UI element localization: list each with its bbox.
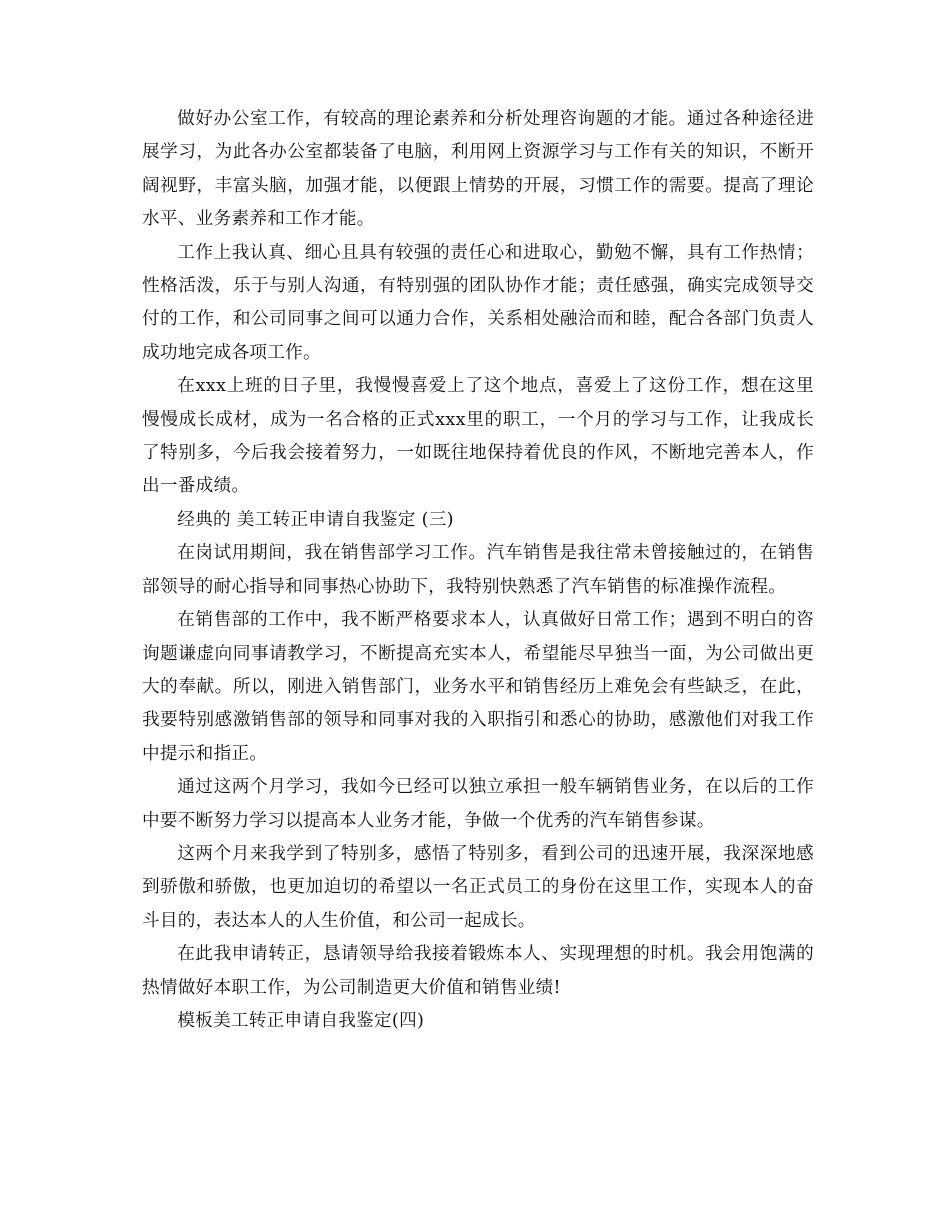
document-page xyxy=(142,103,814,1038)
paragraph-office-work: 做好办公室工作，有较高的理论素养和分析处理咨询题的才能。通过各种途径进展学习，为此各办公室都装备了电脑，利用网上资源学习与工作有关的知识，不断开阔视野，丰富头脑，加强才能，以便跟上情势的开展，习惯工作的需要。提高了理论水平、业务素养和工作才能。 xyxy=(142,109,814,230)
section-heading-four: 模板美工转正申请自我鉴定(四) xyxy=(177,1010,425,1031)
paragraph-trial-period: 在岗试用期间，我在销售部学习工作。汽车销售是我往常未曾接触过的，在销售部领导的耐心指导和同事热心协助下，我特别快熟悉了汽车销售的标准操作流程。 xyxy=(142,543,814,597)
paragraph-work-attitude: 工作上我认真、细心且具有较强的责任心和进取心，勤勉不懈，具有工作热情；性格活泼，乐于与别人沟通，有特别强的团队协作才能；责任感强，确实完成领导交付的工作，和公司同事之间可以通力合作，关系相处融洽而和睦，配合各部门负责人成功地完成各项工作。 xyxy=(142,242,814,363)
paragraph-apply-regular: 在此我申请转正，恳请领导给我接着锻炼本人、实现理想的时机。我会用饱满的热情做好本职工作，为公司制造更大价值和销售业绩! xyxy=(142,944,814,998)
paragraph-learned: 这两个月来我学到了特别多，感悟了特别多，看到公司的迅速开展，我深深地感到骄傲和骄傲，也更加迫切的希望以一名正式员工的身份在这里工作，实现本人的奋斗目的，表达本人的人生价值，和公司一起成长。 xyxy=(142,843,814,931)
paragraph-sales-work: 在销售部的工作中，我不断严格要求本人，认真做好日常工作；遇到不明白的咨询题谦虚向同事请教学习，不断提高充实本人，希望能尽早独当一面，为公司做出更大的奉献。所以，刚进入销售部门，业务水平和销售经历上难免会有些缺乏，在此，我要特别感激销售部的领导和同事对我的入职指引和悉心的协助，感激他们对我工作中提示和指正。 xyxy=(142,610,814,764)
paragraph-growth: 在xxx上班的日子里，我慢慢喜爱上了这个地点，喜爱上了这份工作，想在这里慢慢成长成材，成为一名合格的正式xxx里的职工，一个月的学习与工作，让我成长了特别多，今后我会接着努力，一如既往地保持着优良的作风，不断地完善本人，作出一番成绩。 xyxy=(142,376,814,497)
paragraph-two-months: 通过这两个月学习，我如今已经可以独立承担一般车辆销售业务，在以后的工作中要不断努力学习以提高本人业务才能，争做一个优秀的汽车销售参谋。 xyxy=(142,777,814,831)
section-heading-three: 经典的 美工转正申请自我鉴定 (三) xyxy=(177,509,454,530)
